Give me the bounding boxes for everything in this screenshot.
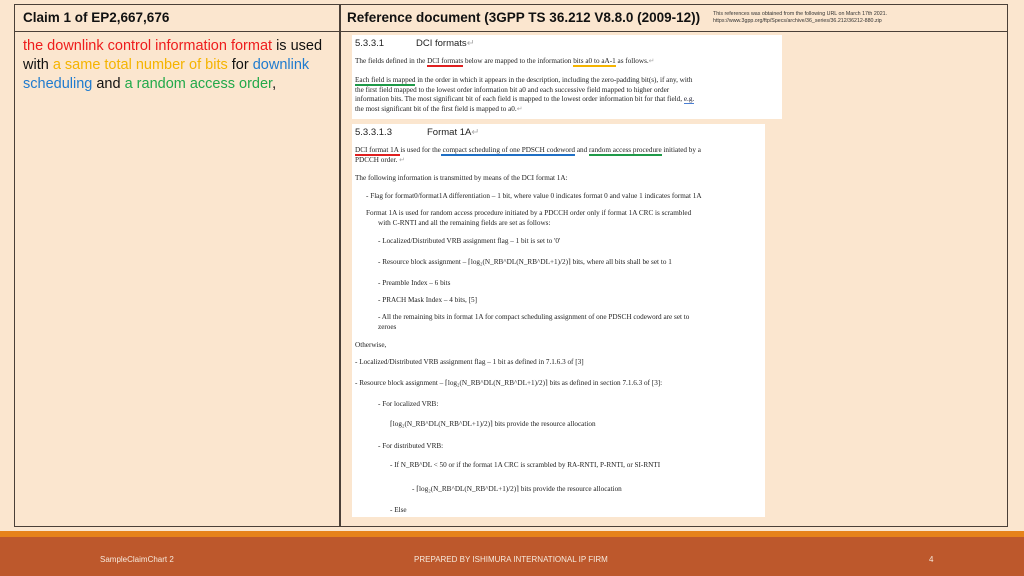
footer-chart-name: SampleClaimChart 2 [100,555,174,564]
claim-segment: and [92,76,125,92]
doc2-ra-line1: Format 1A is used for random access procedure initiated by a PDCCH order only if format 1A CRC is scrambled [366,209,692,217]
doc2-paragraph-2: The following information is transmitted by means of the DCI format 1A: [355,174,568,182]
doc2-lvrb2-item: - Localized/Distributed VRB assignment flag – 1 bit as defined in 7.1.6.3 of [3] [355,358,584,366]
doc2-if-item: - If N_RB^DL < 50 or if the format 1A CRC is scrambled by RA-RNTI, P-RNTI, or SI-RNTI [390,461,661,469]
reference-column-header: Reference document (3GPP TS 36.212 V8.8.0 (2009-12)) [347,10,701,25]
doc2-preamble-item: - Preamble Index – 6 bits [378,279,451,287]
doc1-paragraph-2: Each field is mapped in the order in which it appears in the description, including the zero-padding bit(s), if any, with the first field mapped to the lowest order information bit a0 and each successive field mapped to higher order information bits. The most significant bit of each field is mapped to the lowest order information bit for that field, e.g. the most significant bit of the first field is mapped to a0.↵ [355,76,695,113]
footer-firm-name: PREPARED BY ISHIMURA INTERNATIONAL IP FIRM [414,555,608,564]
doc2-rba-item: - Resource block assignment – ⌈log₂(N_RB^DL(N_RB^DL+1)/2)⌉ bits, where all bits shall be set to 1 [378,258,672,266]
claim-column-header: Claim 1 of EP2,667,676 [23,10,170,25]
source-note-line: This references was obtained from the following URL on March 17th 2021. [713,11,888,17]
rba-formula: ⌈log₂(N_RB^DL(N_RB^DL+1)/2)⌉ [468,258,571,266]
doc2-lvrb-item: - Localized/Distributed VRB assignment flag – 1 bit is set to '0' [378,237,561,245]
section-number: 5.3.3.1 [355,38,385,49]
doc2-remain-line1: - All the remaining bits in format 1A for compact scheduling assignment of one PDSCH codeword are set to [378,313,690,321]
doc2-remain-line2: zeroes [378,323,397,331]
claim-text [23,37,335,94]
footer [0,537,1024,576]
doc2-localized-formula: ⌈log₂(N_RB^DL(N_RB^DL+1)/2)⌉ bits provide the resource allocation [390,420,596,428]
claim-segment-dci-format: the downlink control information format [23,38,273,54]
doc1-paragraph-1: The fields defined in the DCI formats below are mapped to the information bits a0 to aA-1 as follows.↵ [355,57,655,65]
doc2-ra-line2: with C-RNTI and all the remaining fields are set as follows: [378,219,551,227]
doc2-distributed-item: - For distributed VRB: [378,442,444,450]
claim-segment-random-access: a random access order [124,76,273,92]
claim-segment-same-bits: a same total number of bits [52,57,228,73]
doc2-localized-item: - For localized VRB: [378,400,439,408]
claim-segment: is used with [23,38,323,73]
doc2-otherwise: Otherwise, [355,341,387,349]
column-divider [339,5,341,526]
claim-segment: for [227,57,253,73]
reference-source-note [713,11,887,25]
doc2-paragraph-1: DCI format 1A is used for the compact scheduling of one PDSCH codeword and random access procedure initiated by a PDCCH order. ↵ [355,146,701,164]
reference-excerpt-dci-formats [352,35,782,119]
section-title: Format 1A↵ [427,127,480,138]
doc2-prach-item: - PRACH Mask Index – 4 bits, [5] [378,296,478,304]
claim-segment-downlink-scheduling: downlink scheduling [23,57,310,92]
doc2-flag-item: - Flag for format0/format1A differentiation – 1 bit, where value 0 indicates format 0 and value 1 indicates format 1A [366,192,702,200]
page-number: 4 [929,555,934,564]
reference-excerpt-format-1a [352,124,765,517]
source-url: https://www.3gpp.org/ftp/Specs/archive/36_series/36.212/36212-880.zip [713,18,882,24]
section-number: 5.3.3.1.3 [355,127,392,138]
doc2-rba2-item: - Resource block assignment – ⌈log₂(N_RB^DL(N_RB^DL+1)/2)⌉ bits as defined in section 7.1.6.3 of [3]: [355,379,663,387]
claim-segment: , [272,76,277,92]
doc2-distributed-formula: - ⌈log₂(N_RB^DL(N_RB^DL+1)/2)⌉ bits provide the resource allocation [412,485,622,493]
header-row [15,5,1007,32]
doc2-else-item: - Else [390,506,407,514]
section-title: DCI formats↵ [416,38,475,49]
